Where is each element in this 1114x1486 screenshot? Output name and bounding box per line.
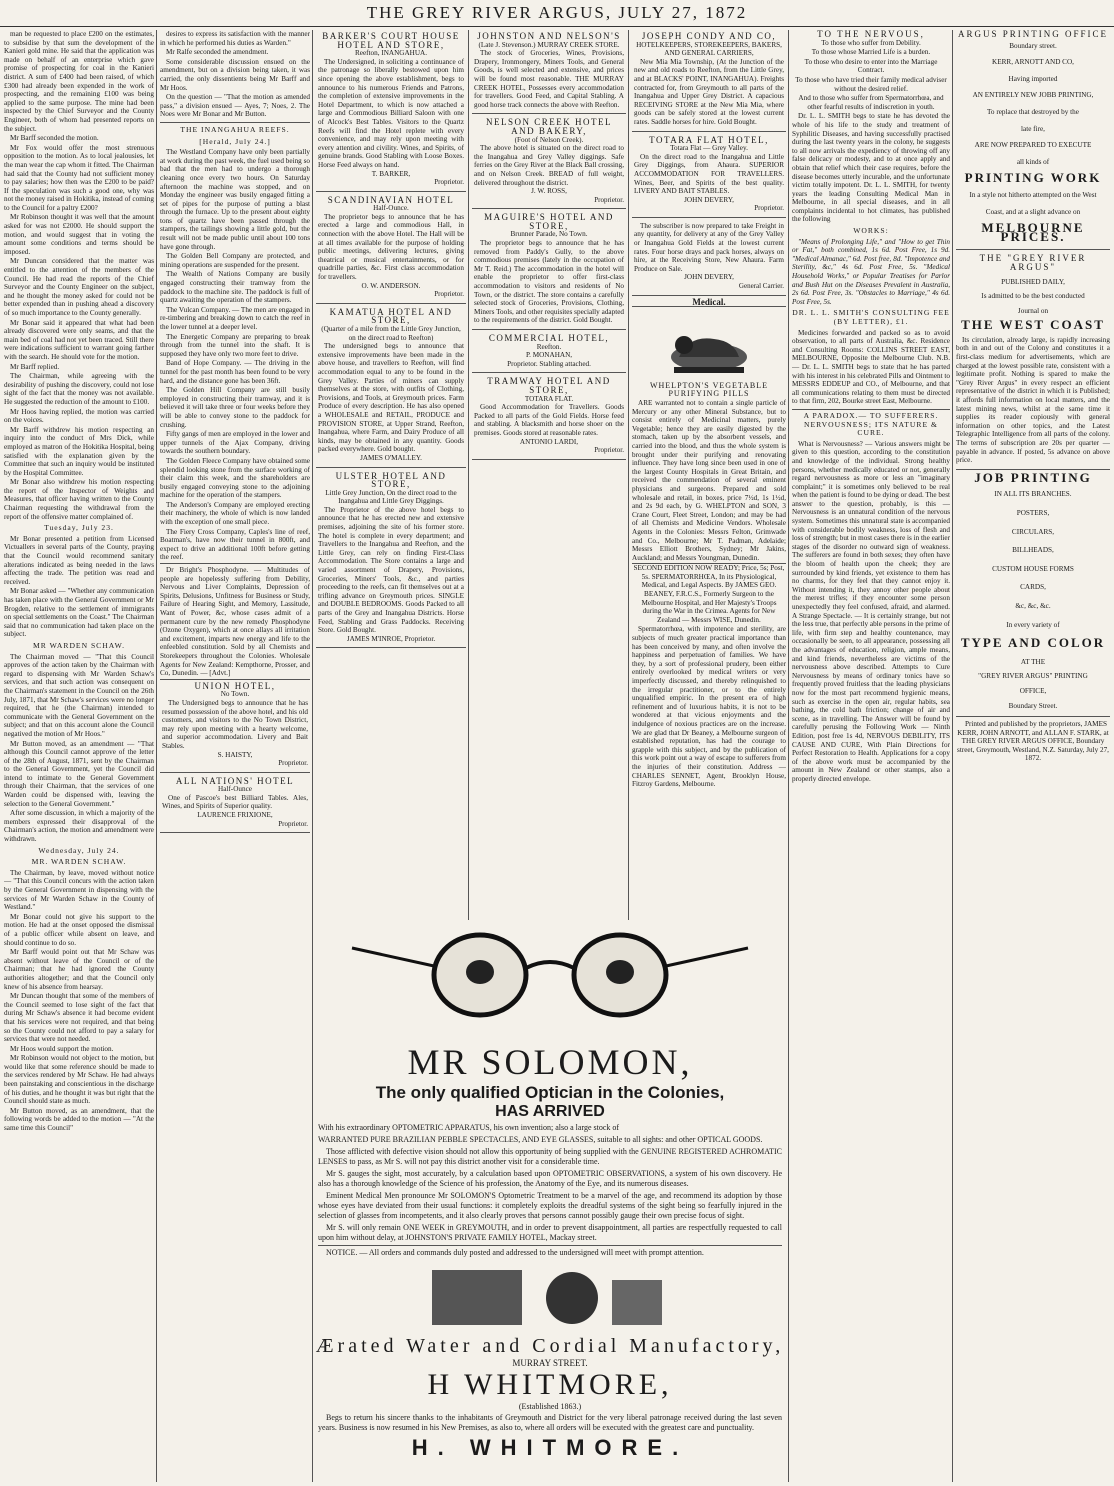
column-hotel-ads-1 xyxy=(316,30,466,916)
column-rule xyxy=(156,30,157,1482)
office-line: PRINTING WORK xyxy=(964,170,1102,186)
argus-line: THE WEST COAST xyxy=(961,317,1105,333)
paragraph: Mr Hoos having replied, the motion was carried on the voices. xyxy=(4,407,154,425)
paragraph: The Chairman, while agreeing with the desirability of pushing the discovery, could not lose sight of the fact that the money was not available. He suggested the reduction of the amount to £100. xyxy=(4,372,154,406)
ad-title: NELSON CREEK HOTEL AND BAKERY, xyxy=(486,117,612,136)
paragraph: The Anderson's Company are employed erecting their machinery, the whole of which is now landed with the exception of one small piece. xyxy=(160,500,310,527)
whitmore-name: H WHITMORE, xyxy=(427,1368,673,1401)
ad-title: TOTARA FLAT HOTEL, xyxy=(649,134,769,145)
ad-body: The Undersigned, in soliciting a continuance of the patronage so liberally bestowed upon him since opening the above establishment, begs to announce to his numerous Friends and Patrons, the completion of extensive improvements in the Hotel Department, to which is now attached a large and Commodious Billiard Saloon with one of Alcock's Best Tables. Visitors to the Quartz Reefs will find the Hotel replete with every convenience, and may rely upon meeting with every attention and civility. Wines, and Spirits, of genuine brands. Good Stabling with Loose Boxes. Horse Feed always on hand. xyxy=(318,57,464,169)
established: (Established 1863.) xyxy=(518,1402,582,1411)
argus-line: Is admitted to be the best conducted xyxy=(981,292,1085,301)
paragraph: The Golden Bell Company are protected, and mining operations are suspended for the present. xyxy=(160,252,310,269)
job-line: BILLHEADS, xyxy=(1012,546,1054,555)
solomon-line: With his extraordinary OPTOMETRIC APPARATUS, his own invention; also a large stock of xyxy=(318,1123,620,1132)
paragraph: Mr Bonar asked — "Whether any communication has taken place with the General Government or Mr Brogden, relative to the settlement of immigrants on special settlements on the Coast." The Chairman said that no communication had taken place on the subject. xyxy=(4,587,154,639)
ad-title: SCANDINAVIAN HOTEL xyxy=(327,194,455,205)
ad-title: KAMATUA HOTEL AND STORE, xyxy=(329,306,453,326)
paragraph: Some considerable discussion ensued on the amendment, but on a division being taken, it was carried, the only dissentients being Mr Barff and Mr Hoos. xyxy=(160,57,310,92)
solomon-subtitle: The only qualified Optician in the Colonies, xyxy=(375,1083,725,1102)
ad-name: JAMES O'MALLEY. xyxy=(360,453,422,462)
ad-name: J. W. ROSS, xyxy=(531,187,567,196)
ad-subtitle: (Foot of Nelson Creek). xyxy=(514,135,584,144)
ad-body: The Proprietor of the above hotel begs to announce that he has erected new and extensive premises, adjoining the site of his former store. The hotel is complete in every department; and Travellers to the Inangahua and Reefton, and the Little Grey, can rely on finding First-Class Accommodation. The Store contains a large and varied assortment of Drapery, Provisions, Groceries, Miners' Tools, &c., and parties proceeding to the reefs, can fit themselves out at a trifling advance on Greymouth prices. SINGLE and DOUBLE BEDROOMS. Goods Packed to all parts of the Grey and Inangahua Districts. Horse Feed, Stabling and Grass Paddocks. Receiving Store. Gold Bought. xyxy=(318,505,464,635)
column-reefs-report xyxy=(160,30,310,1482)
job-line: IN ALL ITS BRANCHES. xyxy=(994,490,1072,499)
nervous-line: To those who have tried their family medical adviser without the desired relief. xyxy=(795,75,947,93)
office-line: To replace that destroyed by the xyxy=(987,107,1079,116)
section-heading: WORKS: xyxy=(853,226,889,236)
tramway-hotel-ad xyxy=(472,375,626,459)
article-source: [Herald, July 24.] xyxy=(199,136,271,146)
argus-line: Journal on xyxy=(1017,306,1049,315)
column-rule xyxy=(468,30,469,920)
ad-body: The Undersigned begs to announce that he has resumed possession of the above hotel, and his old customers, and visitors to the No Town District, may rely upon meeting with a hearty welcome, and superior accommodation. Livery and Bait Stables. xyxy=(162,698,308,750)
solomon-arrived: HAS ARRIVED xyxy=(495,1103,605,1120)
job-line: Boundary Street. xyxy=(1008,701,1058,710)
whelpton-title: WHELPTON'S VEGETABLE PURIFYING PILLS xyxy=(649,380,769,399)
paragraph: After some discussion, in which a majority of the members expressed their disapproval of the Chairman's action, the motion and amendment were withdrawn. xyxy=(4,809,154,844)
job-line: AT THE xyxy=(1020,657,1046,666)
job-line: CARDS, xyxy=(1020,583,1046,592)
devery-carrier-ad xyxy=(632,220,786,296)
paragraph: The Westland Company have only been partially at work during the past week, the fuel used being so bad that the men had to undergo a thorough cleaning once every two hours. On Saturday afternoon the machine was stopped, and on Monday the engineer was busily engaged fitting a set of pipes for the purpose of putting a blast through the furnace. Up to the present about eighty tons of quartz have been passed through the stampers, the tailings showing a little gold, but the result will not be made public until about 100 tons have gone through. xyxy=(160,148,310,251)
office-line: AN ENTIRELY NEW JOBB PRINTING, xyxy=(972,91,1094,100)
ad-subtitle: (Late J. Stevenson.) MURRAY CREEK STORE. xyxy=(478,40,620,49)
paragraph: Fifty gangs of men are employed in the lower and upper tunnels of the Ajax Company, driving towards the southern boundary. xyxy=(160,430,310,456)
paragraph: desires to express its satisfaction with the manner in which he performed his duties as Warden." xyxy=(160,30,310,47)
ad-title: MAGUIRE'S HOTEL AND STORE, xyxy=(484,212,614,231)
ad-role: General Carrier. xyxy=(738,282,784,291)
office-line: In a style not hitherto attempted on the West xyxy=(969,190,1097,199)
article-heading: THE INANGAHUA REEFS. xyxy=(160,122,310,135)
column-rule xyxy=(628,30,629,920)
paragraph: ARE warranted not to contain a single particle of Mercury or any other Mineral Substance, but to consist entirely of Medicinal matters, purely Vegetable; hence they are easily digested by the stomach, taken up by the absorbent vessels, and carried into the blood, and thus the whole system is brought under their purifying and renovating influence. They have long since been used in one of the largest County Hospitals in Great Britain, and received the commendation of several eminent physicians and surgeons. Prepared and sold wholesale and retail, in boxes, price 7½d, 1s 1½d, and 2s 9d each, by G. WHELPTON and SON, 3 Crane Court, Fleet Street, London; and may be had of all Chemists and Medicine Vendors. Wholesale Agents in the Colonies: Messrs Felton, Grimwade and Co., Melbourne; Mr T. Padman, Adelaide; Messrs Elliott Brothers, Sydney; Mr Jakins, Auckland; and Messrs Youngman, Dunedin. xyxy=(632,399,786,562)
paragraph: Dr. L. L. SMITH begs to state he has devoted the whole of his life to the study and treatment of Syphilitic Diseases, and having successfully practised during the last twenty years in the colony, he suggests to all now arrivals the expediency of throwing off any false delicacy or modesty, and to at once apply and obtain that relief which their case requires, before the disease becomes utterly incurable, and the unfortunate victim totally impotent. Dr. L. L. SMITH, for twenty years the leading Consulting Medical Man in Melbourne, in all special diseases, and in all complaints incidental to hot climates, has published the following xyxy=(792,112,950,224)
paragraph: Those afflicted with defective vision should not allow this opportunity of being supplied with the GENUINE REGISTERED ACHROMATIC LENSES to pass, as Mr S. will not pay this district another visit for a considerable time. xyxy=(318,1147,782,1166)
ad-name: O. W. ANDERSON. xyxy=(361,281,421,290)
ad-body: The subscriber is now prepared to take Freight in any quantity, for delivery at any of the Grey Valley or Inangahua Gold Fields at the lowest current rates. Four horse drays and pack horses, always on hire, at the Receiving Store, New Ahaura. Farm Produce on Sale. xyxy=(634,221,784,273)
argus-title: THE "GREY RIVER ARGUS" xyxy=(956,249,1110,271)
nervous-line: To those whose Married Life is a burden. xyxy=(811,48,931,57)
job-line: CIRCULARS, xyxy=(1011,527,1055,536)
office-line: Coast, and at a slight advance on xyxy=(985,207,1081,216)
argus-line: PUBLISHED DAILY, xyxy=(1001,277,1065,286)
column-council-report xyxy=(4,30,154,1482)
job-line: &c, &c, &c. xyxy=(1015,601,1051,610)
ad-body: Good Accommodation for Travellers. Goods Packed to all parts of the Gold Fields. Horse feed and stabling. A blacksmith and horse shoer on the premises. Goods stored at reasonable rates. xyxy=(474,403,624,437)
section-heading: DR. L. L. SMITH'S CONSULTING FEE (BY LETTER), £1. xyxy=(792,308,950,326)
paragraph: Mr Fox would offer the most strenuous opposition to the motion. As to local jealousies, let the man wear the cap whom it fitted. The Chairman had said that the County had not sufficient money to pay salaries; how then was the £200 to be paid? If the speculation was such a good one, why was not the money raised in Hokitika, instead of coming to the Council for a paltry £200? xyxy=(4,143,154,212)
union-hotel-ad xyxy=(160,679,310,773)
nervous-line: To those who suffer from Debility. xyxy=(821,38,921,47)
paragraph: Mr Bonar also withdrew his motion respecting the report of the Inspector of Weights and Measures, that officer having written to the County Chairman requesting the withdrawal from the report of the offensive matter complained of. xyxy=(4,478,154,521)
paragraph: Mr Bonar said it appeared that what had been already discovered were only seams, and that the main bed of coal had not yet been traced. Still there were indications sufficient to warrant going farther with the search. He should vote for the motion. xyxy=(4,318,154,361)
spectacles-icon xyxy=(312,920,788,1030)
ad-subtitle: Half-Ounce xyxy=(218,785,252,794)
ad-title: ULSTER HOTEL AND STORE, xyxy=(335,470,447,490)
section-heading: MR WARDEN SCHAW. xyxy=(33,640,125,650)
paragraph: The Wealth of Nations Company are busily engaged constructing their tramway from the paddock to the machine site. The paddock is full of quartz awaiting the operation of the stampers. xyxy=(160,270,310,305)
ad-body: New Mia Mia Township, (At the Junction of the new and old roads to Reefton, from the Little Grey, and at BLACKS' POINT, INANGAHUA). Freights contracted for, from Greymouth to all parts of the Inangahua and Upper Grey District. A capacious RECEIVING STORE at the New Mia Mia, where goods can be safely stored at the lowest current rates. Saddle horses for hire. Gold Bought. xyxy=(634,57,784,126)
column-hotel-ads-2 xyxy=(472,30,626,916)
ad-body: The undersigned begs to announce that extensive improvements have been made in the above house, and travellers to Reefton, will find accommodation equal to any to be found in the Grey Valley. Parties of miners can supply themselves at the store, with outfits of Clothing, Provisions, and Tools, at Greymouth prices. Farm Produce of every description. He has also opened a WHOLESALE and RETAIL, PRODUCE and PROVISION STORE, at Upper Strand, Reefton, Inangahua, where Farm, and Dairy Produce of all kinds, may be obtained in any quantity. Goods packed everywhere. Gold bought. xyxy=(318,342,464,454)
office-title: ARGUS PRINTING OFFICE xyxy=(957,30,1108,39)
imprint: Printed and published by the proprietors, JAMES KERR, JOHN ARNOTT, and ALLAN F. STARK, at THE GREY RIVER ARGUS OFFICE, Boundary street, Greymouth, Westland, N.Z. Saturday, July 27, 1872. xyxy=(956,716,1110,763)
office-line: MELBOURNE PRICES. xyxy=(981,220,1085,244)
paragraph: On the question — "That the motion as amended pass," a division ensued — Ayes, 7; Noes, 2. The Noes were Mr Bonar and Mr Button. xyxy=(160,93,310,119)
ad-subtitle: Reefton, INANGAHUA. xyxy=(354,49,428,58)
job-line: CUSTOM HOUSE FORMS xyxy=(992,564,1074,573)
ad-name: P. MONAHAN, xyxy=(525,351,573,360)
ad-subtitle: TOTARA FLAT. xyxy=(524,394,574,403)
column-argus-office xyxy=(956,30,1110,1482)
paragraph: The Energetic Company are preparing to break through from the tunnel into the shaft. It is supposed they have only two more feet to drive. xyxy=(160,332,310,358)
ad-subtitle: Little Grey Junction, On the direct road to the Inangahua and Little Grey Diggings. xyxy=(325,488,457,506)
ad-subtitle: (Quarter of a mile from the Little Grey Junction, on the direct road to Reefton) xyxy=(321,325,461,342)
paragraph: Mr Button moved, as an amendment — "That although this Council cannot approve of the letter of the 28th of August, 1871, sent by the Chairman to the General Government, yet the Council did intend to intimate to the General Government through their Chairman, that the services of one Warden could be dispensed with, leaving the selection to the General Government." xyxy=(4,739,154,808)
ad-body: On the direct road to the Inangahua and Little Grey Diggings, from Ahaura. SUPERIOR ACCOMMODATION FOR TRAVELLERS. Wines, Beer, and Spirits of the best quality. LIVERY AND BAIT STABLES. xyxy=(634,152,784,196)
ad-subtitle: Totara Flat — Grey Valley. xyxy=(670,144,748,153)
maguires-hotel-ad xyxy=(472,211,626,330)
ad-role: Proprietor. xyxy=(278,819,308,828)
ad-subtitle: Reefton. xyxy=(536,342,562,351)
ad-title: TRAMWAY HOTEL AND STORE, xyxy=(487,376,611,395)
paragraph: The Fiery Cross Company, Caples's line of reef, Boatman's, have now their tunnel in 800ft, and expect to drive an additional 100ft before getting the reef. xyxy=(160,527,310,562)
ad-role: Proprietor. xyxy=(594,195,624,204)
paragraph: The Golden Fleece Company have obtained some splendid looking stone from the surface working of their claim this week, and the shareholders are busily engaged conveying stone to the adjoining machine for the operation of the stampers. xyxy=(160,456,310,500)
ad-name: LAURENCE FRIXIONE, xyxy=(197,811,273,820)
all-nations-hotel-ad xyxy=(160,775,310,834)
scandinavian-hotel-ad xyxy=(316,194,466,304)
johnston-nelson-ad xyxy=(472,30,626,114)
solomon-line: WARRANTED PURE BRAZILIAN PEBBLE SPECTACLES, AND EYE GLASSES, suitable to all sights: and other OPTICAL GOODS. xyxy=(318,1135,763,1144)
ad-name: JAMES M'INROE, Proprietor. xyxy=(346,634,436,643)
office-line: KERR, ARNOTT AND CO, xyxy=(992,58,1074,67)
section-heading: Tuesday, July 23. xyxy=(44,523,114,533)
paragraph: Mr Robinson would not object to the motion, but would like that some reference should be made to the services rendered by Mr Schaw. He had always been painstaking and conscientious in the discharge of his duties, and he thought it was but right that the Council should state as much. xyxy=(4,1054,154,1106)
section-heading: MR. WARDEN SCHAW. xyxy=(31,857,127,867)
column-rule xyxy=(788,30,789,1482)
paragraph: The Chairman moved — "That this Council approves of the action taken by the Chairman with regard to dispensing with Mr Warden Schaw's services, and that such action was consequent on the Chairman's statement in the Council on the 26th July, 1871, that Mr Schaw's services were no longer required, that he (the Chairman) intended to communicate with the General Government on the subject; and that on this account alone the Council negatived the motion of Mr Hoos." xyxy=(4,652,154,738)
ad-role: Proprietor. xyxy=(594,446,624,455)
ad-name: JOHN DEVERY, xyxy=(684,195,734,204)
solomon-optician-ad xyxy=(312,920,788,1465)
nervous-line: And to those who suffer from Spermatorrhœa, and other fearful results of indiscretion in youth. xyxy=(798,94,944,111)
job-line: "GREY RIVER ARGUS" PRINTING xyxy=(978,672,1088,681)
ad-title: ALL NATIONS' HOTEL xyxy=(175,775,295,786)
paragraph: Eminent Medical Men pronounce Mr SOLOMON'S Optometric Treatment to be a marvel of the age, and recommend its adoption by those whose eyes have deviated from their usual functions: it completely exploits the dreadful systems of the sight being so fearfully injured in the selection of glasses from incompetents, and it also clearly proves that persons cannot possibly gauge their own precise focus of sight. xyxy=(318,1191,782,1220)
condy-co-ad xyxy=(632,30,786,132)
office-line: Boundary street. xyxy=(1009,41,1057,50)
paragraph: The Golden Hill Company are still busily employed in constructing their tramway, and it is believed it will take three or four weeks before they will be able to convey stone to the paddock for crushing. xyxy=(160,386,310,429)
paragraph: Medicines forwarded and packed so as to avoid observation, to all parts of Australia, &c. Residence and Consulting Rooms: COLLINS STREET EAST, MELBOURNE, Opposite the Melbourne Club. N.B. — Dr. L. L. SMITH begs to state that he has parted with his interest in his celebrated Pills and Ointment to MESSRS EDDEUP and CO., of Melbourne, and that all communications relating to them must be directed to that firm, 202, Bourke street East, Melbourne. xyxy=(792,328,950,406)
ad-subtitle: Half-Ounce. xyxy=(373,204,409,213)
column-nervous-ad xyxy=(792,30,950,1482)
paragraph: Mr Barff withdrew his motion respecting an inquiry into the conduct of Mrs Dick, while employed as matron of the Hokitika Hospital, being satisfied with the explanation given by the Committee that such an inquiry would be instituted by the Hospital Committee. xyxy=(4,425,154,477)
ad-name: T. BARKER, xyxy=(371,169,411,178)
ad-body: The above hotel is situated on the direct road to the Inangahua and Grey Valley diggings. Safe ferries on the Grey River at the Black Ball crossing, and on Nelson Creek. BREAD of full weight, delivered throughout the district. xyxy=(474,144,624,187)
paragraph: Mr S. will only remain ONE WEEK in GREYMOUTH, and in order to prevent disappointment, all parties are respectfully requested to call upon him without delay, at JOHNSTON'S PRIVATE FAMILY HOTEL, Mackay street. xyxy=(318,1223,782,1242)
paragraph: Mr S. gauges the sight, most accurately, by a calculation based upon OPTOMETRIC OBSERVATIONS, a system of his own discovery. He also has a thorough knowledge of the Science of his profession, the Anatomy of the Eye, and its numerous diseases. xyxy=(318,1169,782,1188)
paragraph: Band of Hope Company. — The driving in the tunnel for the past month has been found to be very hard, and the distance gone has been 36ft. xyxy=(160,359,310,385)
section-heading: A PARADOX.— TO SUFFERERS. NERVOUSNESS; ITS NATURE & CURE. xyxy=(792,409,950,438)
soda-machine-illustration xyxy=(312,1260,788,1330)
paragraph: Mr Robinson thought it was well that the amount asked for was not £2000. He should support the motion, and would suggest that in voting the amount some conditions and terms should be imposed. xyxy=(4,213,154,256)
ad-body: The proprietor begs to announce that he has erected a large and commodious Hall, in connection with the above Hotel. The Hall will be at all times available for the purpose of holding public meetings, delivering lectures, giving theatrical or musical entertainments, or for quadrille parties, &c. First class accommodation for travellers. xyxy=(318,212,464,282)
murray-street: MURRAY STREET. xyxy=(512,1358,588,1368)
office-line: ARE NOW PREPARED TO EXECUTE xyxy=(974,141,1092,150)
paragraph: The Vulcan Company. — The men are engaged in re-timbering and breaking down to catch the reef in the lower tunnel at a deeper level. xyxy=(160,305,310,331)
ad-name: S. HAISTY, xyxy=(217,750,253,759)
ad-title: BARKER'S COURT HOUSE HOTEL AND STORE, xyxy=(322,31,460,50)
medical-heading: Medical. xyxy=(692,296,726,307)
job-line: TYPE AND COLOR xyxy=(960,635,1106,651)
paragraph: "Means of Prolonging Life," and "How to get Thin or Fat," both combined, 1s 6d. Post Free, 1s 9d. "Medical Almanac," 6d. Post free, 8d. "Impotence and Sterility, &c," 4s 6d. Post Free, 5s. "Medical Household Works," or Popular Treatises for Parlor and Bush Hut on the Diseases Prevalent in Australia, 2s 6d. Post Free, 3s. "Obstacles to Marriage," 4s 6d. Post Free, 5s. xyxy=(792,237,950,306)
office-line: all kinds of xyxy=(1016,157,1050,166)
job-line: In every variety of xyxy=(1006,620,1060,629)
ad-title: JOHNSTON AND NELSON'S xyxy=(477,31,621,41)
barkers-hotel-ad xyxy=(316,30,466,192)
ad-role: Proprietor. xyxy=(434,290,464,299)
advert-paragraph: Dr Bright's Phosphodyne. — Multitudes of people are hopelessly suffering from Debility, Nervous and Liver Complaints, Depression of Spirits, Delusions, Unfitness for Business or Study, Failure of Hearing Sight, and Memory, Lassitude, Want of Power, &c, whose cases admit of a permanent cure by the new remedy Phosphodyne (Ozone Oxygen), which at once allays all irritation and excitement, imparts new energy and life to the enfeebled constitution. Sold by all Chemists and Storekeepers throughout the Colonies. Wholesale Agents for New Zealand: Kempthorne, Prosser, and Co, Dunedin. — [Advt.] xyxy=(160,563,310,678)
aerated-title: Ærated Water and Cordial Manufactory, xyxy=(315,1335,785,1357)
paragraph: Mr Bonar presented a petition from Licensed Victuallers in several parts of the County, praying that the Council would recommend sanitary alterations indicated as being needed in the laws affecting the trade. The petition was read and received. xyxy=(4,534,154,586)
nervous-line: To those who desire to enter into the Marriage Contract. xyxy=(804,57,938,75)
ad-body: The proprietor begs to announce that he has removed from Paddy's Gully, to the above commodious premises (lately in the occupation of Mr T. Reid.) The accommodation in the hotel will enable the proprietor to offer first-class accommodation to visitors and residents of No Town, or the district. The store contains a carefully selected stock of Groceries, Provisions, Clothing, Miners Tools, and other requisites specially adapted to the requirements of the district. Gold Bought. xyxy=(474,239,624,325)
paragraph: Its circulation, already large, is rapidly increasing both in and out of the Colony and constitutes it a first-class medium for advertisements, which are charged at the lowest possible rate, consistent with a legitimate profit. Nothing is spared to make the "Grey River Argus" in every respect an efficient representative of the district in which it is Published; it affords full information on local matters, and the latest mining news, whilst at the same time it supplies its reader copiously with general information on other topics, and the Latest Telegraphic Intelligence from all parts of the colony. The terms of subscription are 20s per quarter — payable in advance. If posted, 5s advance on above price. xyxy=(956,335,1110,465)
ad-subtitle: Brunner Parade, No Town. xyxy=(510,230,588,239)
ad-name: ANTONIO LARDI, xyxy=(519,437,579,446)
paragraph: Mr Bonar could not give his support to the motion. He had at the onset opposed the dismissal of a public officer while absent on leave, and should continue to do so. xyxy=(4,912,154,947)
ad-title: UNION HOTEL, xyxy=(194,680,276,691)
whitmore-banner: H. WHITMORE. xyxy=(411,1435,689,1460)
paragraph: Mr Hoos would support the motion. xyxy=(10,1044,114,1053)
paragraph: Mr Duncan considered that the matter was entitled to the attention of the members of the Council. He had read the reports of the Chief Surveyor and the County Engineer on the subject, and he thought the money asked for could not be better expended than in pushing ahead a discovery of so much importance to the County generally. xyxy=(4,257,154,317)
nervous-title: TO THE NERVOUS, xyxy=(817,30,925,39)
paragraph: Begs to return his sincere thanks to the inhabitants of Greymouth and District for the very liberal patronage received during the last seven years. Business is now resumed in his New Premises, as also to, where all orders will be executed with the greatest care and punctuality. xyxy=(318,1413,782,1432)
column-rule xyxy=(952,30,953,1482)
paragraph: NOTICE. — All orders and commands duly posted and addressed to the undersigned will meet with prompt attention. xyxy=(318,1245,782,1258)
ad-body: The stock of Groceries, Wines, Provisions, Drapery, Ironmongery, Miners Tools, and General Goods, is well selected and extensive, and prices will be found most reasonable. THE MURRAY CREEK HOTEL, Possesses every accommodation for travellers. Good Feed, and Capital Stabling. A good horse track connects the above with Reefton. xyxy=(474,49,624,109)
ad-subtitle: HOTELKEEPERS, STOREKEEPERS, BAKERS, AND GENERAL CARRIERS, xyxy=(636,40,782,58)
section-heading: Wednesday, July 24. xyxy=(38,845,120,855)
ad-role: Proprietor. xyxy=(434,178,464,187)
whelpton-lion-emblem xyxy=(634,309,784,379)
kamatua-hotel-ad xyxy=(316,306,466,468)
paragraph: What is Nervousness? — Various answers might be given to this question, according to the constitution and knowledge of the individual. Strong healthy persons, whether medically educated or not, generally regard nervousness as more or less an "imaginary complaint;" it is sometimes only believed to be real when the patient is found to be dying or dead. The best answer to the question, probably, is this — Nervousness is an unnatural condition of the nervous system. Sometimes this unnatural state is accompanied with considerable bodily weakness, loss of flesh and loss of strength; but in most cases there is in the earlier stages of the disorder no outward sign of weakness. The sufferers are found in both sexes; they often have the bloom of health upon the cheek; they are surrounded by kind friends, yet existence to them has no charms, for they feel that they cannot enjoy it. Without intending it, they annoy other people about the merest trifles; if they encounter some person unexpectedly they feel confused, afraid, and alarmed. A Strange Spectacle. — It is certainly strange, but not the less true, that perfectly able persons in the prime of life, with firm step and healthy countenance, may occasionally be seen, to all appearance, possessing all the advantages of education, religion, ample means, and kind friends, nevertheless are victims of the nervousness above described. Attempts to Cure Nervousness by means of ordinary tonics have so frequently proved fruitless that the leading physicians now for the most part recommend hygienic means, such as exercise in the open air, regular habits, sea bathing, the cold bath friction; change of air and scene, as in travelling. The Answer will be found by carefully perusing the Following Work — Ninth Edition, post free 1s 4d, NERVOUS DEBILITY, ITS CAUSE AND CURE, With Plain Directions for Perfect Restoration to Health. Applications for a copy of the above work must be accompanied by the amount in New Zealand or other stamps, also a properly directed envelope. xyxy=(792,439,950,783)
ad-title: JOSEPH CONDY AND CO, xyxy=(641,31,777,41)
ad-role: Proprietor. Stabling attached. xyxy=(507,359,591,368)
solomon-title: MR SOLOMON, xyxy=(407,1042,693,1082)
ad-title: COMMERCIAL HOTEL, xyxy=(488,333,610,343)
job-line: OFFICE, xyxy=(1019,686,1047,695)
totara-flat-hotel-ad xyxy=(632,134,786,218)
commercial-hotel-ad xyxy=(472,332,626,373)
office-line: late fire, xyxy=(1021,124,1045,133)
paragraph: Spermatorrhœa, with impotence and sterility, are subjects of much greater practical importance than has been conceived by many, and often involve the happiness and perpetuation of families. We have they, by a sort of professional prudery, been either entirely overlooked by medical writers or very imperfectly discussed, and thereby relinquished to the irregular practitioner, or to the entirely unqualified empiric. In the present era of high refinement and of luxurious habits, it is not to be wondered at that vicious enjoyments and the indulgence of noxious practices are on the increase. We are glad that Dr Beaney, a Melbourne surgeon of established reputation, has had the courage to grapple with this subject, and by the publication of this work point out a way of escape to sufferers from the injuries of their constitution. Address — CHARLES SENNET, Agent, Brooklyn House, Fitzroy Gardens, Melbourne. xyxy=(632,625,786,789)
job-line: POSTERS, xyxy=(1016,508,1050,517)
paragraph: Mr Duncan thought that some of the members of the Council seemed to lose sight of the fact that during Mr Schaw's absence it had become evident that his services were not required, and that being so the County could not afford to pay a salary for services that were not needed. xyxy=(4,992,154,1044)
ad-role: Proprietor. xyxy=(754,204,784,213)
paragraph: man be requested to place £200 on the estimates, to subsidise by that sum the development of the Kanieri gold mine. He said that the application was made on behalf of an enterprise which gave promise of prospecting for coal in the Kanieri district. A sum of £400 had been raised, of which £300 had already been expended in the work of prospecting, and the remaining £100 was being applied to the same purpose. The mine had been inspected by the Chief Surveyor and the County Engineer, both of whom had presented reports on the subject. xyxy=(4,30,154,133)
paragraph: Mr Button moved, as an amendment, that the following words be added to the motion — "At the same time this Council" xyxy=(4,1106,154,1133)
ad-body: One of Pascoe's best Billiard Tables. Ales, Wines, and Spirits of Superior quality. xyxy=(162,793,308,811)
ad-name: JOHN DEVERY, xyxy=(684,273,734,282)
paragraph: The Chairman, by leave, moved without notice — "That this Council concurs with the action taken by the General Government in dispensing with the services of Mr Warden Schaw in the County of Westland." xyxy=(4,868,154,912)
paragraph: Mr Barff seconded the motion. xyxy=(10,134,99,143)
masthead: THE GREY RIVER ARGUS, JULY 27, 1872 xyxy=(0,0,1114,27)
job-title: JOB PRINTING xyxy=(956,469,1110,483)
ad-role: Proprietor. xyxy=(278,759,308,768)
office-line: Having imported xyxy=(1008,74,1058,83)
nelson-creek-hotel-ad xyxy=(472,116,626,209)
paragraph: SECOND EDITION NOW READY; Price, 5s; Post, 5s. SPERMATORRHŒA, In its Physiological, Medical, and Legal Aspects. By JAMES GEO. BEANEY, F.R.C.S., Formerly Surgeon to the Melbourne Hospital, and Her Majesty's Troops during the War in the Crimea. Agents for New Zealand — Messrs WISE, Dunedin. xyxy=(633,564,785,624)
paragraph: Mr Barff replied. xyxy=(10,362,60,371)
paragraph: Mr Barff would point out that Mr Schaw was absent without leave of the Council or of the Chairman; that he had ignored the County authorities altogether; and that the Council only knew of his absence from hearsay. xyxy=(4,948,154,991)
paragraph: Mr Ralfe seconded the amendment. xyxy=(166,48,269,57)
whelptons-pills-ad xyxy=(632,306,786,399)
ulster-hotel-ad xyxy=(316,470,466,649)
ad-subtitle: No Town. xyxy=(220,690,250,699)
